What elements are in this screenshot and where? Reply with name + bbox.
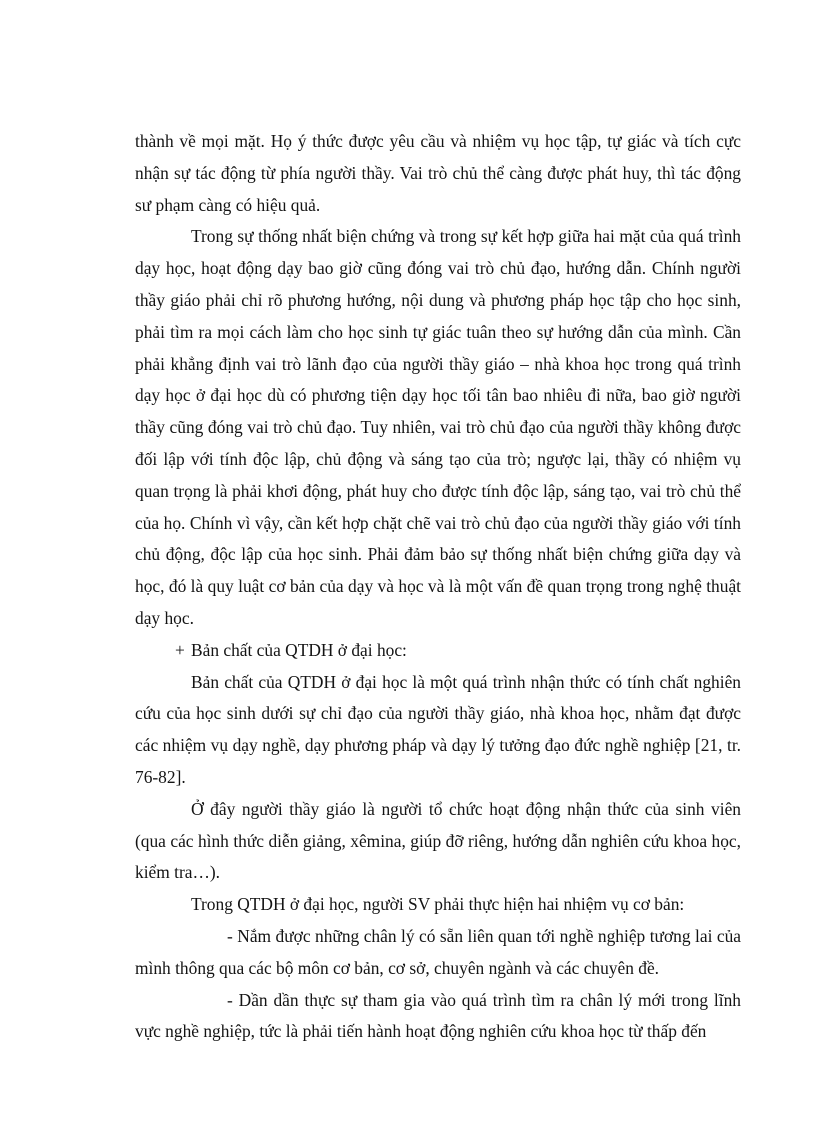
paragraph-teacher-role: Ở đây người thầy giáo là người tổ chức hoạt động nhận thức của sinh viên (qua các hình thức diễn giảng, xêmina, giúp đỡ riêng, hướng dẫn nghiên cứu khoa học, kiểm tra…). bbox=[135, 798, 741, 883]
plus-bullet-marker: + bbox=[175, 639, 185, 660]
paragraph-student-tasks-intro: Trong QTDH ở đại học, người SV phải thực hiện hai nhiệm vụ cơ bản: bbox=[191, 894, 685, 915]
list-item-task-2: - Dần dần thực sự tham gia vào quá trình tìm ra chân lý mới trong lĩnh vực nghề nghiệp, tức là phải tiến hành hoạt động nghiên cứu khoa học từ thấp đến bbox=[135, 989, 741, 1042]
section-heading-nature-of-teaching bbox=[135, 635, 741, 667]
document-page bbox=[135, 126, 741, 1048]
paragraph-continuation: thành về mọi mặt. Họ ý thức được yêu cầu và nhiệm vụ học tập, tự giác và tích cực nhận sự tác động từ phía người thầy. Vai trò chủ thể càng được phát huy, thì tác động sư phạm càng có hiệu quả. bbox=[135, 131, 741, 215]
paragraph-teaching-unity: Trong sự thống nhất biện chứng và trong sự kết hợp giữa hai mặt của quá trình dạy học, hoạt động dạy bao giờ cũng đóng vai trò chủ đạo, hướng dẫn. Chính người thầy giáo phải chỉ rõ phương hướng, nội dung và phương pháp học tập cho học sinh, phải tìm ra mọi cách làm cho học sinh tự giác tuân theo sự hướng dẫn của mình. Cần phải khẳng định vai trò lãnh đạo của người thầy giáo – nhà khoa học trong quá trình dạy học ở đại học dù có phương tiện dạy học tối tân bao nhiêu đi nữa, bao giờ người thầy cũng đóng vai trò chủ đạo. Tuy nhiên, vai trò chủ đạo của người thầy không được đối lập với tính độc lập, chủ động và sáng tạo của trò; ngược lại, thầy có nhiệm vụ quan trọng là phải khơi động, phát huy cho được tính độc lập, sáng tạo, vai trò chủ thể của họ. Chính vì vậy, cần kết hợp chặt chẽ vai trò chủ đạo của người thầy giáo với tính chủ động, độc lập của học sinh. Phải đảm bảo sự thống nhất biện chứng giữa dạy và học, đó là quy luật cơ bản của dạy và học và là một vấn đề quan trọng trong nghệ thuật dạy học. bbox=[135, 226, 741, 628]
paragraph-nature-definition: Bản chất của QTDH ở đại học là một quá trình nhận thức có tính chất nghiên cứu của học sinh dưới sự chỉ đạo của người thầy giáo, nhà khoa học, nhằm đạt được các nhiệm vụ dạy nghề, dạy phương pháp và dạy lý tưởng đạo đức nghề nghiệp [21, tr. 76-82]. bbox=[135, 671, 741, 787]
list-item-task-1: - Nắm được những chân lý có sẵn liên quan tới nghề nghiệp tương lai của mình thông qua các bộ môn cơ bản, cơ sở, chuyên ngành và các chuyên đề. bbox=[135, 925, 741, 978]
section-heading-text: Bản chất của QTDH ở đại học: bbox=[191, 639, 407, 660]
